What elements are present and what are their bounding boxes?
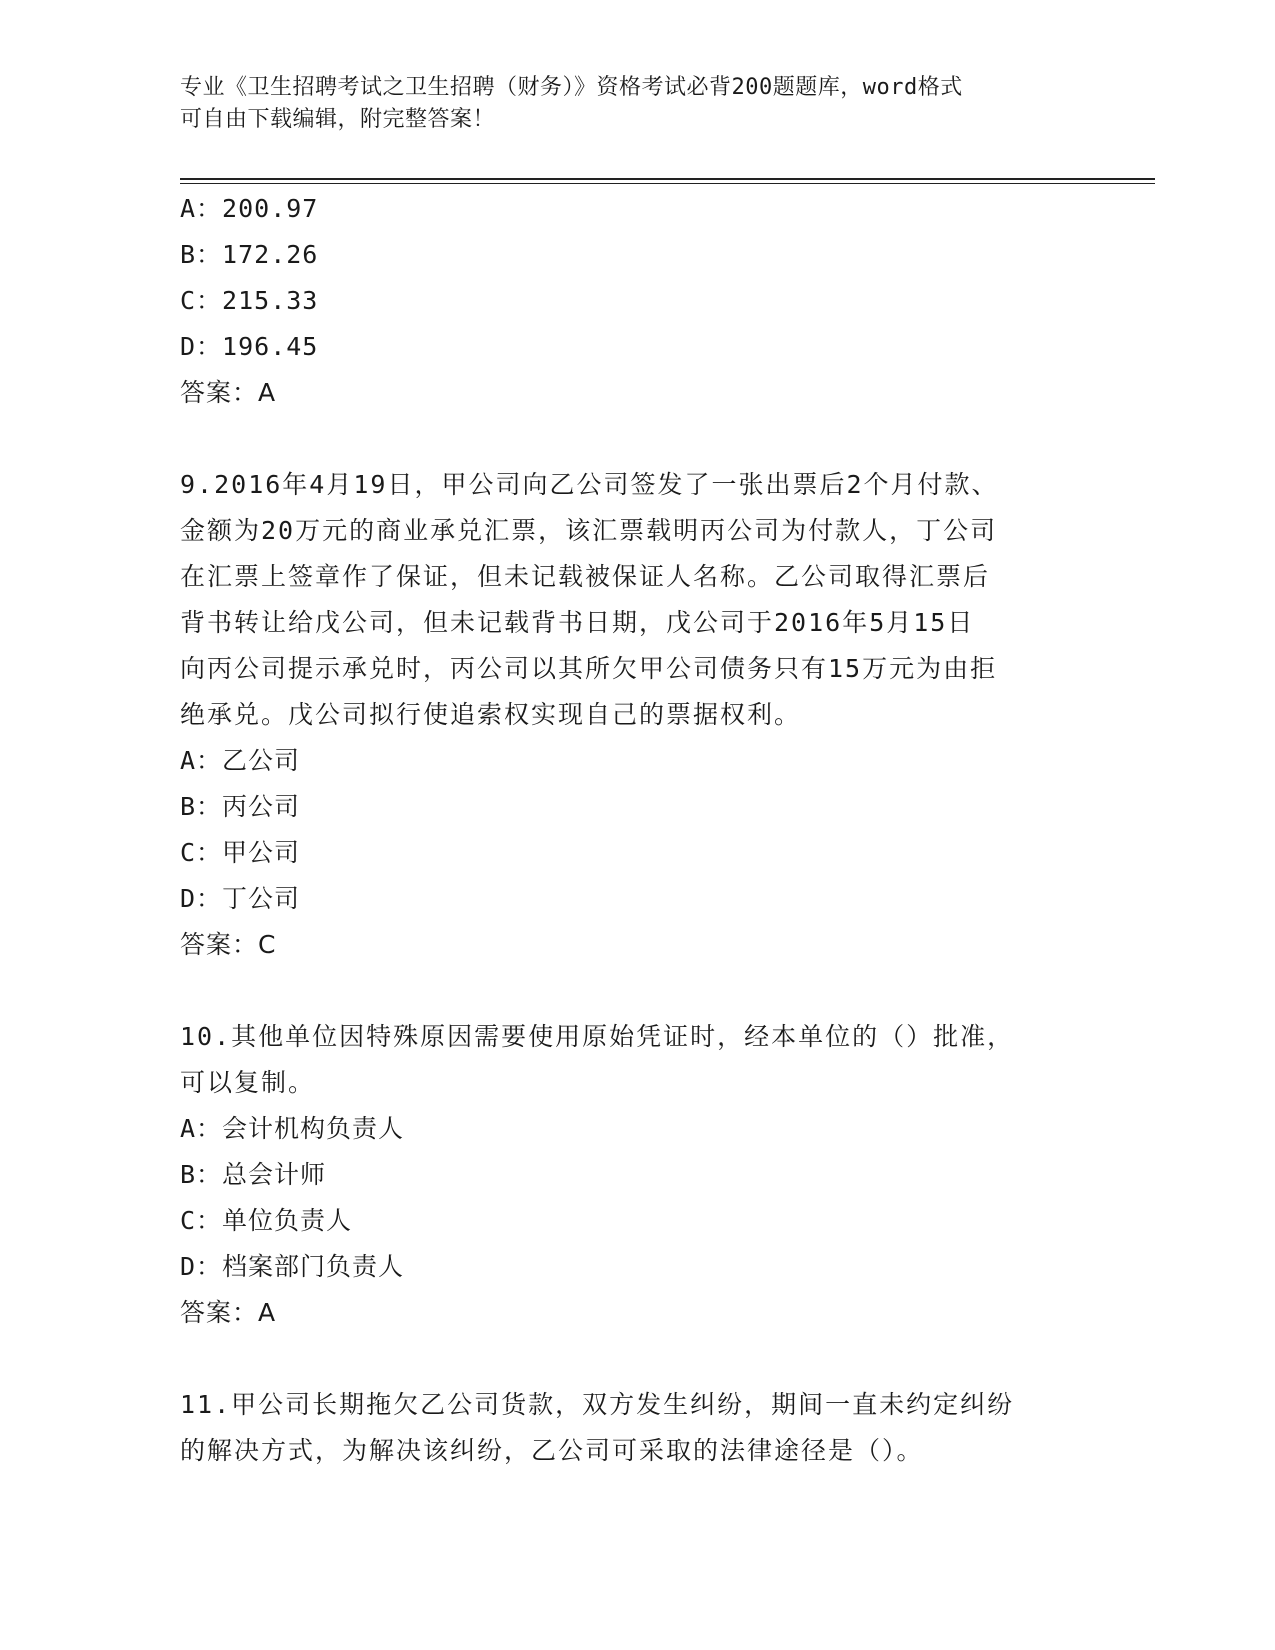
header-line-1: 专业《卫生招聘考试之卫生招聘（财务）》资格考试必背200题题库，word格式 [180, 75, 963, 100]
question-text-line: 9.2016年4月19日，甲公司向乙公司签发了一张出票后2个月付款、 [180, 470, 999, 499]
question-text-line: 背书转让给戊公司，但未记载背书日期，戊公司于2016年5月15日 [180, 608, 975, 637]
document-header [180, 72, 1060, 136]
option-b: B：总会计师 [180, 1160, 327, 1189]
option-d: D：丁公司 [180, 884, 301, 913]
question-8 [180, 186, 1080, 416]
option-a: A：会计机构负责人 [180, 1114, 405, 1143]
header-divider-thin [180, 183, 1155, 184]
option-c: C：215.33 [180, 286, 319, 315]
answer: 答案：C [180, 930, 277, 959]
option-d: D：档案部门负责人 [180, 1252, 405, 1281]
question-text-line: 可以复制。 [180, 1068, 316, 1097]
header-line-2: 可自由下载编辑，附完整答案！ [180, 107, 496, 132]
spacer [180, 416, 1080, 462]
answer: 答案：A [180, 378, 277, 407]
question-11 [180, 1382, 1080, 1474]
answer: 答案：A [180, 1298, 277, 1327]
header-divider-thick [180, 178, 1155, 180]
question-text-line: 向丙公司提示承兑时，丙公司以其所欠甲公司债务只有15万元为由拒 [180, 654, 998, 683]
option-b: B：172.26 [180, 240, 319, 269]
question-9 [180, 462, 1080, 968]
option-c: C：甲公司 [180, 838, 301, 867]
option-a: A：乙公司 [180, 746, 301, 775]
question-text-line: 在汇票上签章作了保证，但未记载被保证人名称。乙公司取得汇票后 [180, 562, 991, 591]
spacer [180, 1336, 1080, 1382]
question-10 [180, 1014, 1080, 1336]
question-text-line: 绝承兑。戊公司拟行使追索权实现自己的票据权利。 [180, 700, 802, 729]
option-b: B：丙公司 [180, 792, 301, 821]
question-list [180, 186, 1080, 1474]
option-a: A：200.97 [180, 194, 319, 223]
option-d: D：196.45 [180, 332, 319, 361]
question-text-line: 金额为20万元的商业承兑汇票，该汇票载明丙公司为付款人，丁公司 [180, 516, 998, 545]
question-text-line: 的解决方式，为解决该纠纷，乙公司可采取的法律途径是（）。 [180, 1436, 924, 1465]
spacer [180, 968, 1080, 1014]
question-text-line: 11.甲公司长期拖欠乙公司货款，双方发生纠纷，期间一直未约定纠纷 [180, 1390, 1015, 1419]
option-c: C：单位负责人 [180, 1206, 353, 1235]
question-text-line: 10.其他单位因特殊原因需要使用原始凭证时，经本单位的（）批准， [180, 1022, 1015, 1051]
